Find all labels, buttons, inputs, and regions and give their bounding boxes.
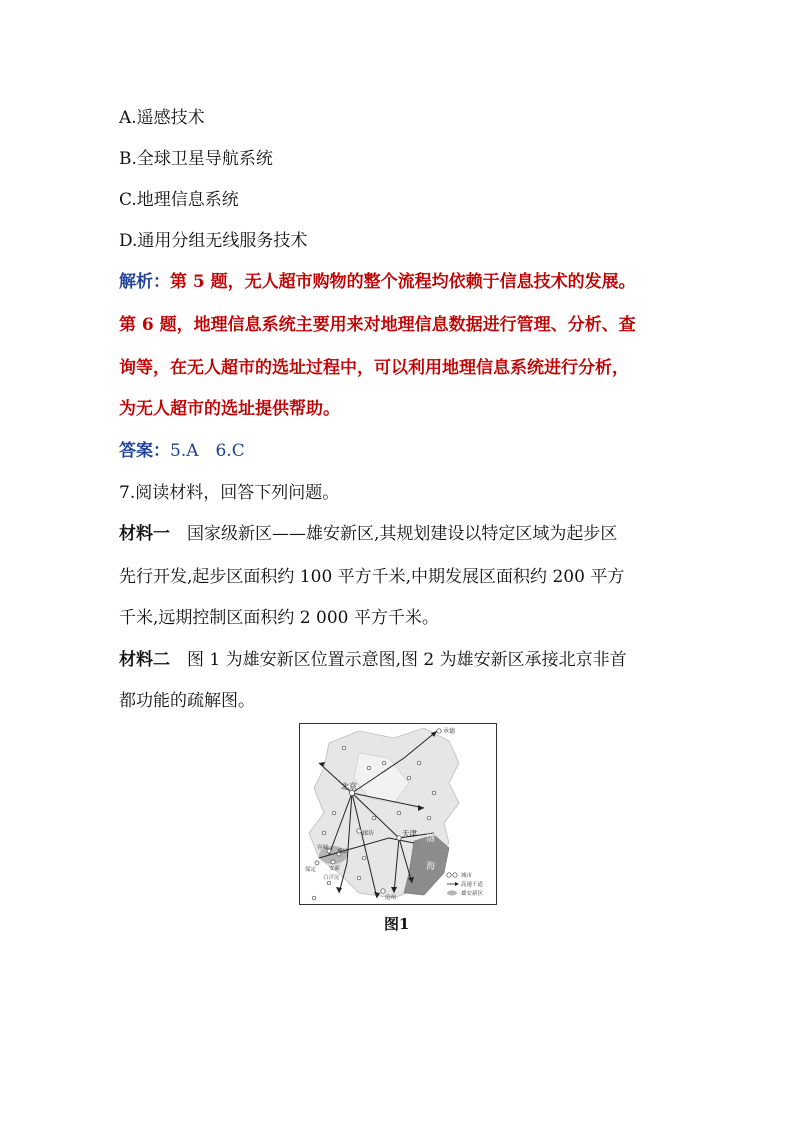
- answer-line: [119, 440, 245, 462]
- label-beijing: 北京: [341, 782, 357, 791]
- material1-label: 材料一: [119, 524, 170, 544]
- analysis-line-4: 为无人超市的选址提供帮助。: [119, 399, 340, 419]
- answer-value: 5.A 6.C: [170, 441, 245, 461]
- label-anxin: 安新: [329, 866, 341, 872]
- xiongan-location-map: [299, 723, 497, 905]
- label-baiyangdian: 白洋淀: [323, 875, 340, 881]
- material2-line-2: 都功能的疏解图。: [119, 691, 255, 711]
- label-baoding: 保定: [305, 867, 317, 873]
- option-b: B.全球卫星导航系统: [119, 149, 273, 169]
- question-7: 7.阅读材料，回答下列问题。: [119, 483, 340, 503]
- label-xiongxian: 雄县: [337, 849, 349, 855]
- legend-xiongan: 雄安新区: [461, 891, 484, 897]
- option-c: C.地理信息系统: [119, 190, 239, 210]
- label-tianjin: 天津: [402, 829, 417, 838]
- material2-line-1: [119, 649, 627, 671]
- figure-caption: 图1: [384, 915, 410, 933]
- label-rongcheng: 容城: [317, 845, 329, 851]
- analysis-text-1: 第 5 题，无人超市购物的整个流程均依赖于信息技术的发展。: [170, 272, 636, 292]
- material2-label: 材料二: [119, 650, 170, 670]
- legend-highway: 高速干道: [461, 882, 484, 888]
- analysis-line-2: 第 6 题，地理信息系统主要用来对地理信息数据进行管理、分析、查: [119, 315, 636, 335]
- option-a: A.遥感技术: [119, 108, 205, 128]
- label-chengde: 承德: [443, 728, 456, 735]
- option-d: D.通用分组无线服务技术: [119, 231, 308, 251]
- analysis-label: 解析：: [119, 272, 170, 292]
- label-sea-hai: 海: [426, 862, 436, 872]
- map-svg: [299, 723, 497, 905]
- analysis-line-3: 询等，在无人超市的选址过程中，可以利用地理信息系统进行分析，: [119, 358, 629, 378]
- material1-line-1: [119, 523, 617, 545]
- material2-text-1: 图 1 为雄安新区位置示意图,图 2 为雄安新区承接北京非首: [170, 650, 627, 670]
- answer-label: 答案：: [119, 441, 170, 461]
- label-sea-bo: 渤: [426, 834, 436, 844]
- analysis-line-1: [119, 271, 636, 293]
- label-cangzhou: 沧州: [385, 895, 397, 901]
- label-langfang: 廊坊: [362, 830, 375, 837]
- legend-city: 城市: [461, 873, 473, 879]
- material1-line-2: 先行开发,起步区面积约 100 平方千米,中期发展区面积约 200 平方: [119, 567, 625, 587]
- material1-line-3: 千米,远期控制区面积约 2 000 平方千米。: [119, 608, 439, 628]
- material1-text-1: 国家级新区——雄安新区,其规划建设以特定区域为起步区: [170, 524, 618, 544]
